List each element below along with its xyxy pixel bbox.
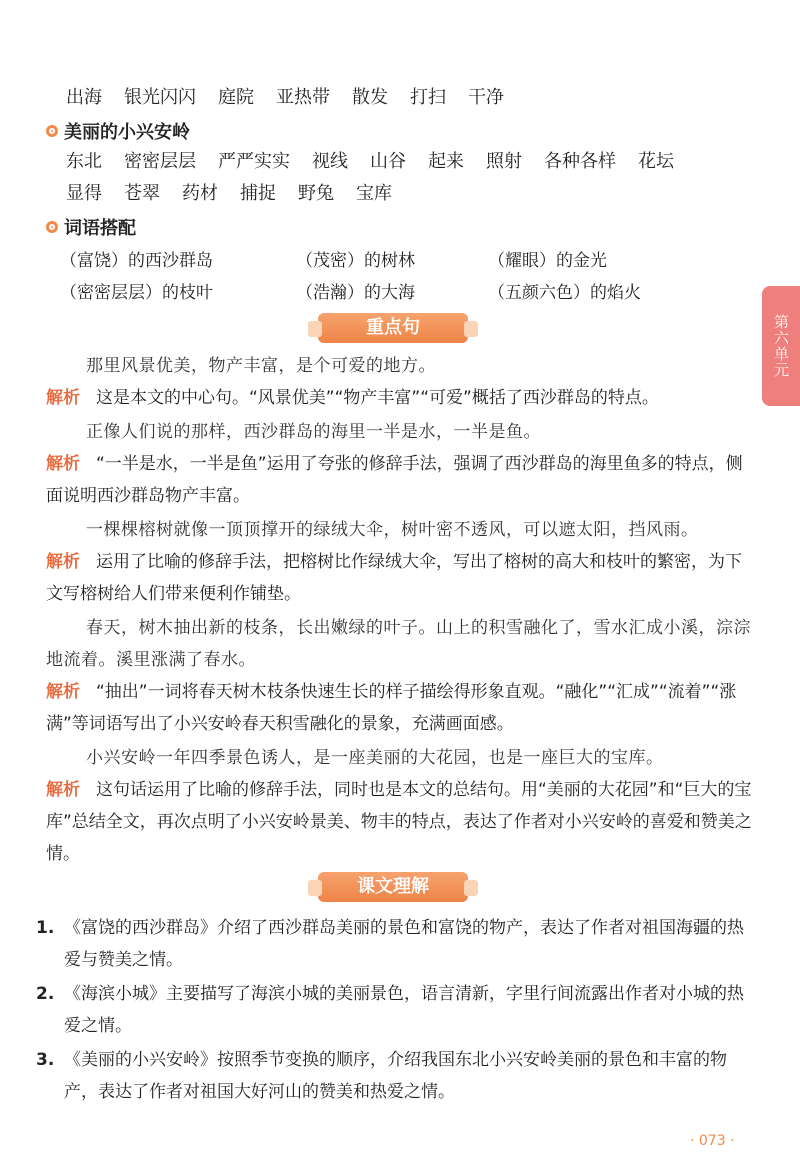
analysis-block	[46, 382, 752, 414]
vocab-word: 干净	[468, 87, 504, 108]
vocab-word: 出海	[66, 87, 102, 108]
key-sentence: 那里风景优美，物产丰富，是个可爱的地方。	[86, 356, 436, 376]
vocab-word: 散发	[352, 87, 388, 108]
vocab-row-2	[66, 150, 696, 174]
item-number: 1.	[36, 918, 55, 938]
vocab-word: 银光闪闪	[124, 87, 196, 108]
collocation: （茂密）的树林	[296, 251, 415, 271]
item-text: 《美丽的小兴安岭》按照季节变换的顺序，介绍我国东北小兴安岭美丽的景色和丰富的物产，表达了作者对祖国大好河山的赞美和热爱之情。	[64, 1050, 727, 1102]
analysis-text: 这是本文的中心句。“风景优美”“物产丰富”“可爱”概括了西沙群岛的特点。	[96, 388, 659, 408]
analysis-tag: 解析	[46, 682, 80, 702]
collocation: （密密层层）的枝叶	[60, 283, 213, 303]
analysis-text: 这句话运用了比喻的修辞手法，同时也是本文的总结句。用“美丽的大花园”和“巨大的宝库”总结全文，再次点明了小兴安岭景美、物丰的特点，表达了作者对小兴安岭的喜爱和赞美之情。	[46, 780, 752, 864]
analysis-text: “一半是水，一半是鱼”运用了夸张的修辞手法，强调了西沙群岛的海里鱼多的特点，侧面说明西沙群岛物产丰富。	[46, 454, 743, 506]
analysis-block	[46, 546, 752, 610]
collocation: （富饶）的西沙群岛	[60, 251, 213, 271]
key-sentence: 一棵棵榕树就像一顶顶撑开的绿绒大伞，树叶密不透风，可以遮太阳，挡风雨。	[86, 520, 699, 540]
section-heading-xiaoxinganling	[46, 118, 190, 144]
analysis-block	[46, 676, 752, 740]
vocab-word: 显得	[66, 183, 102, 204]
vocab-word: 庭院	[218, 87, 254, 108]
key-sentences-heading: 重点句	[318, 313, 468, 343]
item-number: 2.	[36, 984, 55, 1004]
vocab-word: 各种各样	[544, 151, 616, 172]
analysis-tag: 解析	[46, 388, 80, 408]
vocab-word: 捕捉	[240, 183, 276, 204]
section-title: 美丽的小兴安岭	[64, 122, 190, 143]
unit-side-tab: 第六单元	[762, 286, 800, 406]
vocab-word: 野兔	[298, 183, 334, 204]
vocab-word: 打扫	[410, 87, 446, 108]
vocab-word: 视线	[312, 151, 348, 172]
section-title: 词语搭配	[64, 218, 136, 239]
vocab-word: 东北	[66, 151, 102, 172]
vocab-row-1	[66, 86, 526, 110]
item-text: 《富饶的西沙群岛》介绍了西沙群岛美丽的景色和富饶的物产，表达了作者对祖国海疆的热爱与赞美之情。	[64, 918, 744, 970]
vocab-word: 严严实实	[218, 151, 290, 172]
understanding-heading: 课文理解	[318, 872, 468, 902]
vocab-word: 起来	[428, 151, 464, 172]
understanding-item	[36, 1044, 756, 1108]
vocab-word: 苍翠	[124, 183, 160, 204]
bullet-circle-icon	[46, 125, 58, 137]
analysis-tag: 解析	[46, 552, 80, 572]
analysis-text: 运用了比喻的修辞手法，把榕树比作绿绒大伞，写出了榕树的高大和枝叶的繁密，为下文写榕树给人们带来便利作铺垫。	[46, 552, 742, 604]
section-heading-collocations	[46, 214, 136, 240]
vocab-word: 亚热带	[276, 87, 330, 108]
item-text: 《海滨小城》主要描写了海滨小城的美丽景色，语言清新，字里行间流露出作者对小城的热爱之情。	[64, 984, 744, 1036]
understanding-item	[36, 912, 756, 976]
page-number: · 073 ·	[690, 1133, 735, 1149]
key-sentence: 小兴安岭一年四季景色诱人，是一座美丽的大花园，也是一座巨大的宝库。	[86, 748, 664, 768]
item-number: 3.	[36, 1050, 55, 1070]
analysis-tag: 解析	[46, 454, 80, 474]
collocation: （五颜六色）的焰火	[488, 283, 641, 303]
analysis-tag: 解析	[46, 780, 80, 800]
vocab-word: 照射	[486, 151, 522, 172]
vocab-word: 密密层层	[124, 151, 196, 172]
collocation: （浩瀚）的大海	[296, 283, 415, 303]
vocab-word: 宝库	[356, 183, 392, 204]
bullet-circle-icon	[46, 221, 58, 233]
vocab-word: 山谷	[370, 151, 406, 172]
analysis-block	[46, 448, 752, 512]
collocation: （耀眼）的金光	[488, 251, 607, 271]
analysis-text: “抽出”一词将春天树木枝条快速生长的样子描绘得形象直观。“融化”“汇成”“流着”“涨满”等词语写出了小兴安岭春天积雪融化的景象，充满画面感。	[46, 682, 737, 734]
vocab-word: 花坛	[638, 151, 674, 172]
vocab-word: 药材	[182, 183, 218, 204]
understanding-item	[36, 978, 756, 1042]
key-sentence: 春天，树木抽出新的枝条，长出嫩绿的叶子。山上的积雪融化了，雪水汇成小溪，淙淙地流着。溪里涨满了春水。	[46, 618, 751, 670]
key-sentence: 正像人们说的那样，西沙群岛的海里一半是水，一半是鱼。	[86, 422, 541, 442]
vocab-row-3	[66, 182, 414, 206]
analysis-block	[46, 774, 752, 870]
